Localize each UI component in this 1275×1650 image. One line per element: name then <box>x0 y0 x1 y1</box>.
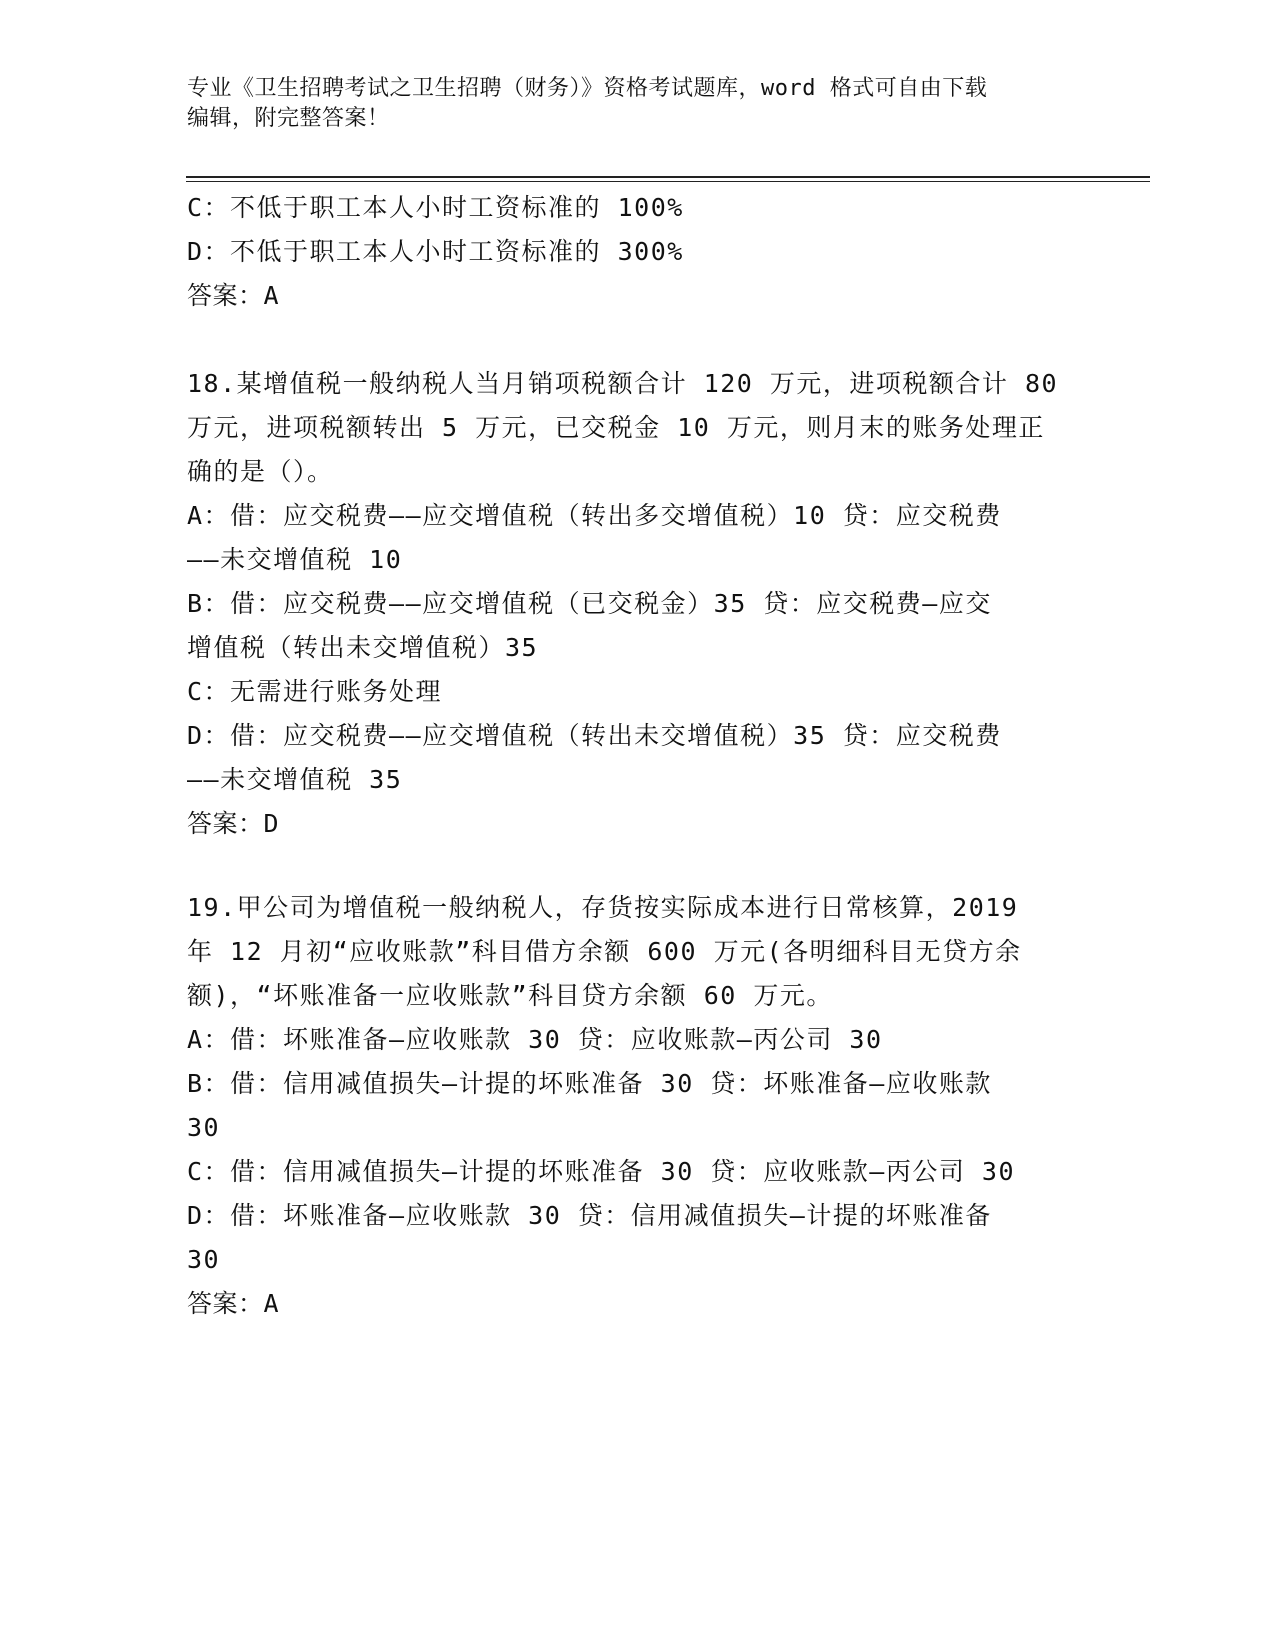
document-header <box>187 74 1087 134</box>
q18-answer: 答案：D <box>187 809 280 838</box>
q18-stem-line-2: 万元，进项税额转出 5 万元，已交税金 10 万元，则月末的账务处理正 <box>187 413 1045 442</box>
q19-stem-line-3: 额)，“坏账准备一应收账款”科目贷方余额 60 万元。 <box>187 981 833 1010</box>
q17-answer: 答案：A <box>187 281 280 310</box>
q18-option-d-line-1: D：借：应交税费——应交增值税（转出未交增值税）35 贷：应交税费 <box>187 721 1002 750</box>
q19-option-a: A：借：坏账准备—应收账款 30 贷：应收账款—丙公司 30 <box>187 1025 883 1054</box>
q18-option-a-line-1: A：借：应交税费——应交增值税（转出多交增值税）10 贷：应交税费 <box>187 501 1002 530</box>
q18-option-c: C：无需进行账务处理 <box>187 677 443 706</box>
header-divider-thin <box>186 181 1150 182</box>
q18-option-b-line-1: B：借：应交税费——应交增值税（已交税金）35 贷：应交税费—应交 <box>187 589 992 618</box>
q19-option-d-line-2: 30 <box>187 1245 221 1274</box>
q18-stem-line-3: 确的是（）。 <box>187 457 334 486</box>
q18-option-a-line-2: ——未交增值税 10 <box>187 545 403 574</box>
q17-option-c: C：不低于职工本人小时工资标准的 100% <box>187 193 684 222</box>
q19-option-c: C：借：信用减值损失—计提的坏账准备 30 贷：应收账款—丙公司 30 <box>187 1157 1016 1186</box>
q17-option-d: D：不低于职工本人小时工资标准的 300% <box>187 237 684 266</box>
q19-stem-line-1: 19.甲公司为增值税一般纳税人，存货按实际成本进行日常核算，2019 <box>187 893 1019 922</box>
header-line-2: 编辑，附完整答案！ <box>187 106 390 131</box>
header-divider-thick <box>186 176 1150 178</box>
q18-stem-line-1: 18.某增值税一般纳税人当月销项税额合计 120 万元，进项税额合计 80 <box>187 369 1059 398</box>
q19-answer: 答案：A <box>187 1289 280 1318</box>
q19-option-b-line-2: 30 <box>187 1113 221 1142</box>
q18-option-d-line-2: ——未交增值税 35 <box>187 765 403 794</box>
q19-option-d-line-1: D：借：坏账准备—应收账款 30 贷：信用减值损失—计提的坏账准备 <box>187 1201 992 1230</box>
q19-option-b-line-1: B：借：信用减值损失—计提的坏账准备 30 贷：坏账准备—应收账款 <box>187 1069 992 1098</box>
q18-option-b-line-2: 增值税（转出未交增值税）35 <box>187 633 539 662</box>
q19-stem-line-2: 年 12 月初“应收账款”科目借方余额 600 万元(各明细科目无贷方余 <box>187 937 1022 966</box>
header-line-1: 专业《卫生招聘考试之卫生招聘（财务）》资格考试题库，word 格式可自由下载 <box>187 76 988 101</box>
